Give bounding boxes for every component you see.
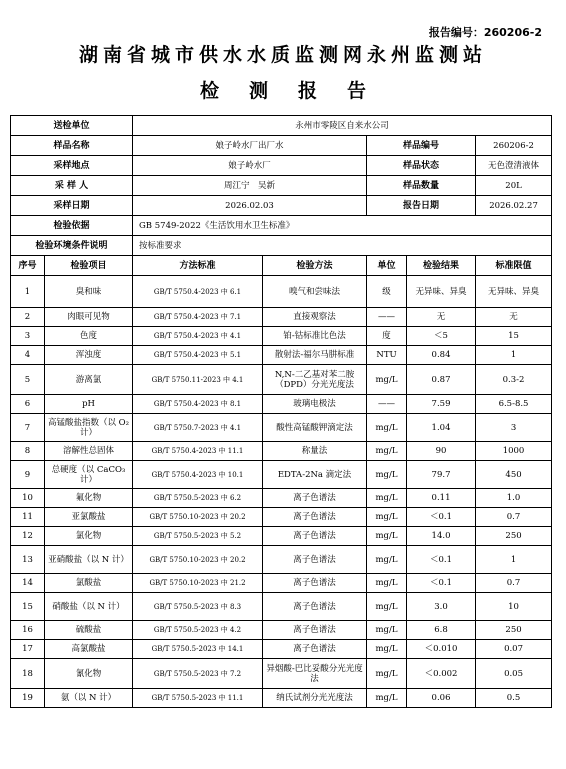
basis-value: GB 5749-2022《生活饮用水卫生标准》 <box>133 216 552 236</box>
info-row-env <box>11 236 552 256</box>
cell-unit: mg/L <box>367 621 407 640</box>
cell-std: GB/T 5750.5-2023 中 14.1 <box>133 640 263 659</box>
table-row <box>11 346 552 365</box>
cell-item: pH <box>45 395 133 414</box>
report-subtitle: 检测报告 <box>199 80 396 102</box>
cell-no: 18 <box>11 659 45 689</box>
report-date-label: 报告日期 <box>367 196 476 216</box>
info-row-date <box>11 196 552 216</box>
cell-std: GB/T 5750.5-2023 中 11.1 <box>133 689 263 708</box>
cell-limit: 15 <box>476 327 552 346</box>
cell-item: 浑浊度 <box>45 346 133 365</box>
cell-item: 氯酸盐 <box>45 574 133 593</box>
qty-value: 20L <box>476 176 552 196</box>
sampler-value: 周江宁 吴新 <box>133 176 367 196</box>
cell-result: 0.87 <box>407 365 476 395</box>
cell-item: 氨（以 N 计） <box>45 689 133 708</box>
cell-method: 离子色谱法 <box>263 640 367 659</box>
cell-limit: 0.05 <box>476 659 552 689</box>
cell-unit: 度 <box>367 327 407 346</box>
cell-item: 溶解性总固体 <box>45 442 133 461</box>
table-row <box>11 395 552 414</box>
cell-no: 8 <box>11 442 45 461</box>
cell-method: 离子色谱法 <box>263 593 367 621</box>
cell-result: ＜0.1 <box>407 574 476 593</box>
info-row-basis <box>11 216 552 236</box>
cell-unit: NTU <box>367 346 407 365</box>
cell-std: GB/T 5750.5-2023 中 6.2 <box>133 489 263 508</box>
cell-method: 玻璃电极法 <box>263 395 367 414</box>
cell-std: GB/T 5750.10-2023 中 21.2 <box>133 574 263 593</box>
table-row <box>11 621 552 640</box>
cell-item: 硫酸盐 <box>45 621 133 640</box>
report-number: 报告编号：260206-2 <box>428 26 542 39</box>
cell-method: 离子色谱法 <box>263 527 367 546</box>
cell-method: N,N-二乙基对苯二胺（DPD）分光光度法 <box>263 365 367 395</box>
col-header-no: 序号 <box>11 256 45 276</box>
cell-limit: 1000 <box>476 442 552 461</box>
sample-name-label: 样品名称 <box>11 136 133 156</box>
cell-limit: 0.07 <box>476 640 552 659</box>
cell-no: 13 <box>11 546 45 574</box>
cell-std: GB/T 5750.10-2023 中 20.2 <box>133 546 263 574</box>
cell-no: 12 <box>11 527 45 546</box>
cell-std: GB/T 5750.5-2023 中 4.2 <box>133 621 263 640</box>
cell-item: 硝酸盐（以 N 计） <box>45 593 133 621</box>
table-row <box>11 327 552 346</box>
table-row <box>11 276 552 308</box>
cell-limit: 无 <box>476 308 552 327</box>
info-row-client <box>11 116 552 136</box>
cell-limit: 无异味、异臭 <box>476 276 552 308</box>
cell-limit: 1 <box>476 546 552 574</box>
site-label: 采样地点 <box>11 156 133 176</box>
cell-std: GB/T 5750.4-2023 中 6.1 <box>133 276 263 308</box>
table-row <box>11 489 552 508</box>
cell-method: 离子色谱法 <box>263 489 367 508</box>
cell-unit: mg/L <box>367 574 407 593</box>
cell-result: 6.8 <box>407 621 476 640</box>
cell-item: 臭和味 <box>45 276 133 308</box>
report-table <box>10 115 552 708</box>
table-row <box>11 442 552 461</box>
cell-result: ＜0.002 <box>407 659 476 689</box>
cell-std: GB/T 5750.4-2023 中 8.1 <box>133 395 263 414</box>
cell-no: 17 <box>11 640 45 659</box>
cell-limit: 1.0 <box>476 489 552 508</box>
cell-result: 79.7 <box>407 461 476 489</box>
cell-std: GB/T 5750.10-2023 中 20.2 <box>133 508 263 527</box>
cell-method: 离子色谱法 <box>263 574 367 593</box>
table-row <box>11 308 552 327</box>
cell-method: 嗅气和尝味法 <box>263 276 367 308</box>
col-header-std: 方法标准 <box>133 256 263 276</box>
cell-no: 2 <box>11 308 45 327</box>
cell-std: GB/T 5750.4-2023 中 10.1 <box>133 461 263 489</box>
cell-no: 1 <box>11 276 45 308</box>
cell-unit: mg/L <box>367 414 407 442</box>
cell-result: ＜0.1 <box>407 546 476 574</box>
state-value: 无色澄清液体 <box>476 156 552 176</box>
report-title: 湖南省城市供水水质监测网永州监测站 <box>78 44 487 66</box>
cell-unit: mg/L <box>367 689 407 708</box>
cell-limit: 0.7 <box>476 574 552 593</box>
state-label: 样品状态 <box>367 156 476 176</box>
table-row <box>11 659 552 689</box>
table-row <box>11 365 552 395</box>
info-row-sampler <box>11 176 552 196</box>
cell-result: 1.04 <box>407 414 476 442</box>
cell-item: 氟化物 <box>45 489 133 508</box>
cell-no: 9 <box>11 461 45 489</box>
cell-item: 高氯酸盐 <box>45 640 133 659</box>
report-date-value: 2026.02.27 <box>476 196 552 216</box>
col-header-method: 检验方法 <box>263 256 367 276</box>
cell-unit: mg/L <box>367 640 407 659</box>
cell-item: 色度 <box>45 327 133 346</box>
info-row-site <box>11 156 552 176</box>
cell-limit: 1 <box>476 346 552 365</box>
cell-std: GB/T 5750.5-2023 中 8.3 <box>133 593 263 621</box>
cell-no: 11 <box>11 508 45 527</box>
env-value: 按标准要求 <box>133 236 552 256</box>
cell-item: 亚氯酸盐 <box>45 508 133 527</box>
cell-method: 异烟酸-巴比妥酸分光光度法 <box>263 659 367 689</box>
cell-no: 6 <box>11 395 45 414</box>
cell-item: 氯化物 <box>45 527 133 546</box>
cell-no: 19 <box>11 689 45 708</box>
cell-result: 无 <box>407 308 476 327</box>
cell-limit: 6.5-8.5 <box>476 395 552 414</box>
cell-limit: 0.7 <box>476 508 552 527</box>
column-header-row <box>11 256 552 276</box>
cell-std: GB/T 5750.11-2023 中 4.1 <box>133 365 263 395</box>
cell-no: 15 <box>11 593 45 621</box>
cell-unit: —— <box>367 308 407 327</box>
cell-no: 16 <box>11 621 45 640</box>
cell-unit: mg/L <box>367 442 407 461</box>
cell-std: GB/T 5750.4-2023 中 11.1 <box>133 442 263 461</box>
cell-no: 14 <box>11 574 45 593</box>
cell-std: GB/T 5750.5-2023 中 5.2 <box>133 527 263 546</box>
col-header-limit: 标准限值 <box>476 256 552 276</box>
date-value: 2026.02.03 <box>133 196 367 216</box>
sampler-label: 采 样 人 <box>11 176 133 196</box>
cell-unit: mg/L <box>367 461 407 489</box>
col-header-result: 检验结果 <box>407 256 476 276</box>
date-label: 采样日期 <box>11 196 133 216</box>
cell-result: 0.11 <box>407 489 476 508</box>
cell-unit: —— <box>367 395 407 414</box>
cell-method: 直接观察法 <box>263 308 367 327</box>
table-row <box>11 508 552 527</box>
cell-item: 高锰酸盐指数（以 O₂计） <box>45 414 133 442</box>
cell-method: EDTA-2Na 滴定法 <box>263 461 367 489</box>
cell-limit: 450 <box>476 461 552 489</box>
col-header-item: 检验项目 <box>45 256 133 276</box>
table-row <box>11 574 552 593</box>
cell-limit: 250 <box>476 621 552 640</box>
cell-result: ＜0.1 <box>407 508 476 527</box>
site-value: 娘子岭水厂 <box>133 156 367 176</box>
cell-std: GB/T 5750.4-2023 中 5.1 <box>133 346 263 365</box>
cell-item: 亚硝酸盐（以 N 计） <box>45 546 133 574</box>
cell-method: 散射法-福尔马肼标准 <box>263 346 367 365</box>
table-row <box>11 461 552 489</box>
cell-unit: mg/L <box>367 508 407 527</box>
cell-result: 14.0 <box>407 527 476 546</box>
cell-unit: mg/L <box>367 365 407 395</box>
basis-label: 检验依据 <box>11 216 133 236</box>
sample-no-label: 样品编号 <box>367 136 476 156</box>
cell-no: 10 <box>11 489 45 508</box>
info-row-sample <box>11 136 552 156</box>
cell-unit: mg/L <box>367 659 407 689</box>
table-row <box>11 689 552 708</box>
cell-std: GB/T 5750.7-2023 中 4.1 <box>133 414 263 442</box>
client-label: 送检单位 <box>11 116 133 136</box>
cell-item: 总硬度（以 CaCO₃计） <box>45 461 133 489</box>
cell-item: 游离氯 <box>45 365 133 395</box>
cell-result: 7.59 <box>407 395 476 414</box>
cell-limit: 0.5 <box>476 689 552 708</box>
cell-method: 纳氏试剂分光光度法 <box>263 689 367 708</box>
cell-method: 离子色谱法 <box>263 508 367 527</box>
sample-name-value: 娘子岭水厂出厂水 <box>133 136 367 156</box>
client-value: 永州市零陵区自来水公司 <box>133 116 552 136</box>
cell-no: 3 <box>11 327 45 346</box>
cell-method: 酸性高锰酸钾滴定法 <box>263 414 367 442</box>
cell-std: GB/T 5750.5-2023 中 7.2 <box>133 659 263 689</box>
table-row <box>11 546 552 574</box>
cell-std: GB/T 5750.4-2023 中 7.1 <box>133 308 263 327</box>
cell-unit: mg/L <box>367 593 407 621</box>
cell-method: 铂-钴标准比色法 <box>263 327 367 346</box>
cell-result: ＜0.010 <box>407 640 476 659</box>
cell-method: 称量法 <box>263 442 367 461</box>
cell-std: GB/T 5750.4-2023 中 4.1 <box>133 327 263 346</box>
cell-unit: mg/L <box>367 489 407 508</box>
cell-unit: mg/L <box>367 546 407 574</box>
table-row <box>11 527 552 546</box>
table-row <box>11 593 552 621</box>
sample-no-value: 260206-2 <box>476 136 552 156</box>
cell-no: 4 <box>11 346 45 365</box>
cell-method: 离子色谱法 <box>263 546 367 574</box>
cell-item: 氰化物 <box>45 659 133 689</box>
cell-result: 90 <box>407 442 476 461</box>
cell-result: 无异味、异臭 <box>407 276 476 308</box>
cell-unit: mg/L <box>367 527 407 546</box>
cell-limit: 0.3-2 <box>476 365 552 395</box>
col-header-unit: 单位 <box>367 256 407 276</box>
cell-method: 离子色谱法 <box>263 621 367 640</box>
cell-result: 0.84 <box>407 346 476 365</box>
cell-no: 7 <box>11 414 45 442</box>
qty-label: 样品数量 <box>367 176 476 196</box>
cell-result: ＜5 <box>407 327 476 346</box>
cell-limit: 10 <box>476 593 552 621</box>
table-row <box>11 414 552 442</box>
cell-unit: 级 <box>367 276 407 308</box>
cell-result: 0.06 <box>407 689 476 708</box>
cell-no: 5 <box>11 365 45 395</box>
cell-item: 肉眼可见物 <box>45 308 133 327</box>
cell-limit: 250 <box>476 527 552 546</box>
cell-result: 3.0 <box>407 593 476 621</box>
table-row <box>11 640 552 659</box>
env-label: 检验环境条件说明 <box>11 236 133 256</box>
cell-limit: 3 <box>476 414 552 442</box>
